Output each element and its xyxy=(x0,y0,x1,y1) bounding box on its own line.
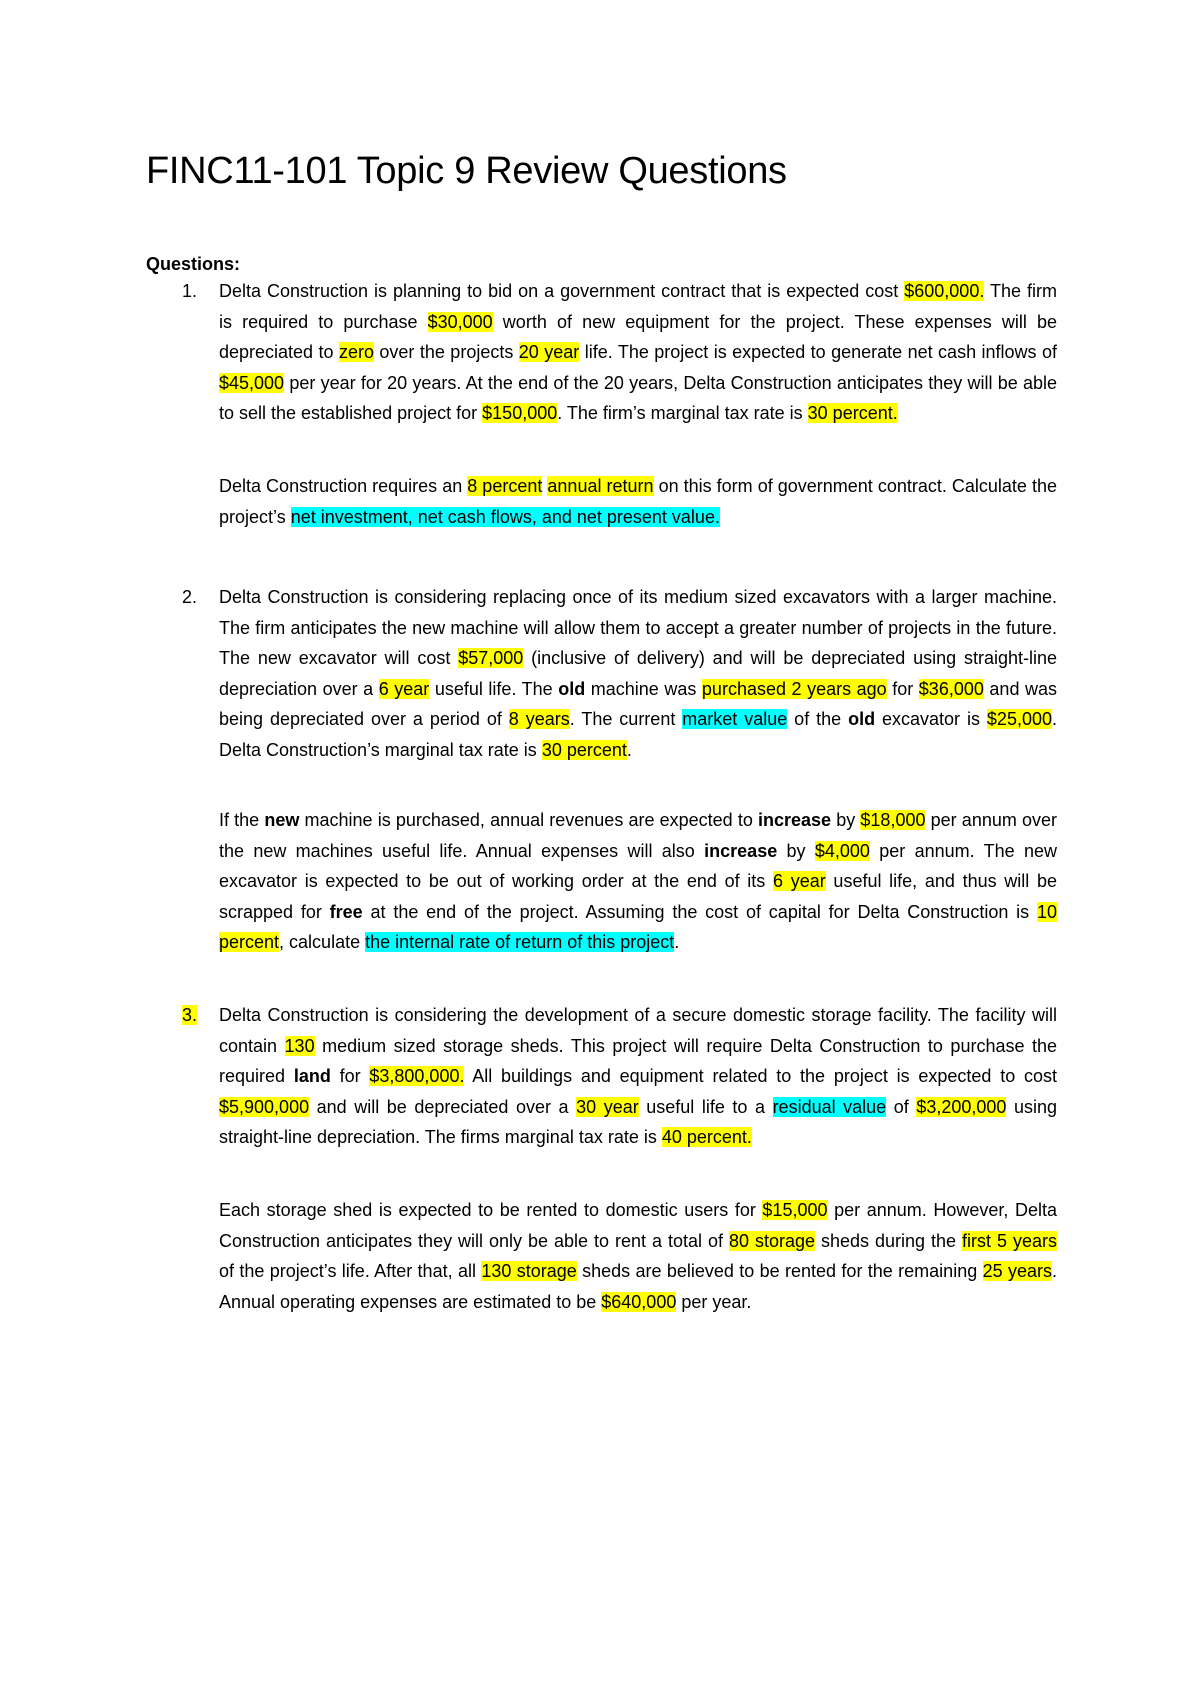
yellow-highlight: 30 percent. xyxy=(807,403,898,423)
text-run: by xyxy=(777,840,815,861)
question-number-label: 2. xyxy=(182,587,198,607)
cyan-highlight: residual value xyxy=(772,1096,887,1117)
bold-text: new xyxy=(264,810,300,830)
question-3-number xyxy=(182,1000,197,1031)
yellow-highlight: $18,000 xyxy=(860,810,926,830)
text-run: useful life. The xyxy=(429,678,559,699)
text-run: . xyxy=(674,932,680,952)
yellow-highlight: $57,000 xyxy=(458,648,524,668)
text-run: Delta Construction is planning to bid on a government contract that is expected cost xyxy=(219,281,905,301)
text-run: sheds are believed to be rented for the remaining xyxy=(576,1261,983,1281)
text-run: for xyxy=(886,678,919,699)
text-run: machine was xyxy=(585,678,702,699)
text-run: per year for 20 years. At the end of the 20 years, Delta Construction anticipates they will be able to sell the established project for xyxy=(219,372,1057,423)
yellow-highlight: $3,200,000 xyxy=(916,1096,1007,1117)
text-run: using straight-line depreciation. The firms marginal tax rate is xyxy=(219,1096,1057,1147)
bold-text: old xyxy=(848,709,876,729)
yellow-highlight: annual return xyxy=(547,476,654,496)
yellow-highlight: zero xyxy=(338,342,374,362)
text-run: on this form of government contract. Calculate the project’s xyxy=(219,476,1058,527)
yellow-highlight: $30,000 xyxy=(427,311,493,332)
yellow-highlight: 8 percent xyxy=(467,476,543,496)
text-run: per year. xyxy=(676,1291,752,1312)
yellow-highlight: 20 year xyxy=(518,342,580,362)
document-title: FINC11-101 Topic 9 Review Questions xyxy=(146,150,787,192)
question-1-paragraph-1 xyxy=(219,276,1057,429)
text-run: per annum. The new excavator is expected to be out of working order at the end of its xyxy=(219,840,1057,891)
text-run: Delta Construction is considering the development of a secure domestic storage facility. The facility will contain xyxy=(219,1005,1057,1056)
text-run: Delta Construction requires an xyxy=(219,476,468,496)
text-run: life. The project is expected to generate net cash inflows of xyxy=(579,342,1057,362)
text-run: useful life, and thus will be scrapped for xyxy=(219,871,1058,922)
yellow-highlight: purchased 2 years ago xyxy=(701,678,887,699)
text-run: worth of new equipment for the project. These expenses will be depreciated to xyxy=(219,311,1057,362)
question-3-paragraph-2 xyxy=(219,1195,1057,1317)
yellow-highlight: $600,000. xyxy=(904,281,985,301)
yellow-highlight: $3,800,000. xyxy=(369,1066,465,1086)
question-2-paragraph-1 xyxy=(219,582,1057,765)
text-run: and was being depreciated over a period of xyxy=(219,678,1058,729)
yellow-highlight: $4,000 xyxy=(814,840,870,861)
question-2-paragraph-2 xyxy=(219,805,1057,958)
yellow-highlight: 30 percent xyxy=(541,739,627,760)
yellow-highlight: 30 year xyxy=(576,1096,639,1117)
yellow-highlight: 80 storage xyxy=(728,1230,816,1251)
text-run: at the end of the project. Assuming the cost of capital for Delta Construction is xyxy=(362,901,1037,922)
text-run: and will be depreciated over a xyxy=(309,1096,577,1117)
text-run: . The current xyxy=(569,709,683,729)
text-run: , calculate xyxy=(279,932,366,952)
yellow-highlight: 40 percent. xyxy=(661,1127,752,1147)
text-run: . The firm’s marginal tax rate is xyxy=(557,403,808,423)
text-run: medium sized storage sheds. This project will require Delta Construction to purchase the required xyxy=(219,1035,1057,1086)
text-run: . Delta Construction’s marginal tax rate is xyxy=(219,709,1058,760)
text-run: Delta Construction is considering replacing once of its medium sized excavators with a larger machine. The firm anticipates the new machine will allow them to accept a greater number of projects in the future. The new excavator will cost xyxy=(219,587,1057,668)
yellow-highlight: $150,000 xyxy=(482,403,558,423)
text-run: per annum. However, Delta Construction anticipates they will only be able to rent a total of xyxy=(219,1200,1057,1251)
bold-text: free xyxy=(329,901,363,922)
text-run: . Annual operating expenses are estimated to be xyxy=(219,1261,1057,1312)
text-run: of the xyxy=(787,709,849,729)
text-run: The firm is required to purchase xyxy=(219,281,1057,332)
text-run: over the projects xyxy=(373,342,519,362)
cyan-highlight: market value xyxy=(682,709,788,729)
text-run: of the project’s life. After that, all xyxy=(219,1261,482,1281)
question-1-number xyxy=(182,276,197,307)
text-run: All buildings and equipment related to the project is expected to cost xyxy=(464,1066,1057,1086)
text-run: of xyxy=(886,1096,917,1117)
text-run: for xyxy=(330,1066,370,1086)
yellow-highlight: 6 year xyxy=(378,678,430,699)
yellow-highlight: $36,000 xyxy=(918,678,984,699)
cyan-highlight: net investment, net cash flows, and net present value. xyxy=(290,506,720,527)
yellow-highlight: $25,000 xyxy=(986,709,1052,729)
yellow-highlight: $15,000 xyxy=(762,1200,828,1220)
yellow-highlight: 130 xyxy=(284,1035,315,1056)
question-number-label: 3. xyxy=(182,1005,198,1025)
text-run: by xyxy=(831,810,861,830)
text-run: useful life to a xyxy=(638,1096,773,1117)
text-run: Each storage shed is expected to be rented to domestic users for xyxy=(219,1200,763,1220)
text-run: excavator is xyxy=(875,709,987,729)
yellow-highlight: 6 year xyxy=(773,871,826,891)
question-3-paragraph-1 xyxy=(219,1000,1057,1153)
question-2-number xyxy=(182,582,197,613)
bold-text: increase xyxy=(704,840,778,861)
cyan-highlight: the internal rate of return of this project xyxy=(365,932,675,952)
yellow-highlight: 25 years xyxy=(982,1261,1052,1281)
question-number-label: 1. xyxy=(182,281,198,301)
bold-text: increase xyxy=(758,810,832,830)
text-run: sheds during the xyxy=(815,1230,963,1251)
yellow-highlight: 8 years xyxy=(508,709,570,729)
yellow-highlight: $5,900,000 xyxy=(219,1096,310,1117)
yellow-highlight: 10 percent xyxy=(219,901,1057,952)
yellow-highlight: 130 storage xyxy=(481,1261,577,1281)
text-run: machine is purchased, annual revenues are expected to xyxy=(299,810,759,830)
text-run: If the xyxy=(219,810,265,830)
yellow-highlight: first 5 years xyxy=(962,1230,1058,1251)
text-run: per annum over the new machines useful life. Annual expenses will also xyxy=(219,810,1058,861)
text-run: . xyxy=(626,739,632,760)
questions-heading: Questions: xyxy=(146,254,241,274)
bold-text: land xyxy=(293,1066,331,1086)
question-1-paragraph-2 xyxy=(219,471,1057,532)
yellow-highlight: $640,000 xyxy=(601,1291,677,1312)
bold-text: old xyxy=(558,678,586,699)
yellow-highlight: $45,000 xyxy=(219,372,285,393)
text-run: (inclusive of delivery) and will be depreciated using straight-line depreciation over a xyxy=(219,648,1057,699)
